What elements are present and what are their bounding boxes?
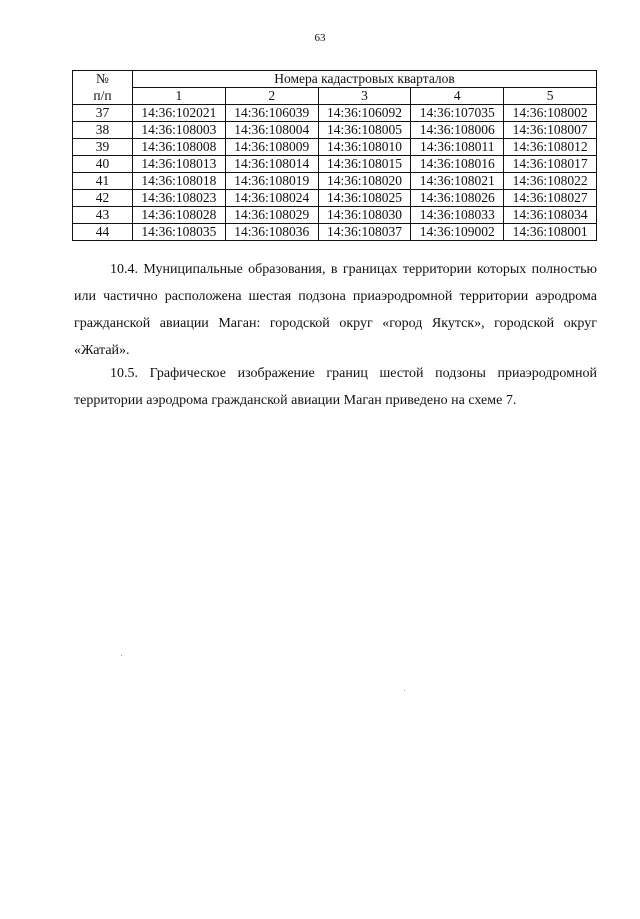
cadastral-quarter-cell: 14:36:108034 [504,207,597,224]
cadastral-quarter-cell: 14:36:107035 [411,105,504,122]
paragraph-10-5: 10.5. Графическое изображение границ шестой подзоны приаэродромной территории аэродрома гражданской авиации Маган приведено на схеме 7. [74,366,597,408]
table-row [73,139,597,156]
row-number: 40 [73,156,133,173]
cadastral-quarter-cell: 14:36:108016 [411,156,504,173]
table-row [73,156,597,173]
header-group: Номера кадастровых кварталов [133,71,597,88]
cadastral-quarter-cell: 14:36:106039 [225,105,318,122]
page-number: 63 [314,32,326,44]
header-num-top: № [73,71,133,88]
cadastral-quarter-cell: 14:36:106092 [318,105,411,122]
cadastral-quarter-cell: 14:36:108021 [411,173,504,190]
cadastral-quarter-cell: 14:36:108008 [133,139,226,156]
cadastral-quarter-cell: 14:36:108005 [318,122,411,139]
cadastral-quarter-cell: 14:36:108006 [411,122,504,139]
cadastral-quarter-cell: 14:36:108024 [225,190,318,207]
row-number: 38 [73,122,133,139]
cadastral-quarter-cell: 14:36:108033 [411,207,504,224]
cadastral-quarter-cell: 14:36:108009 [225,139,318,156]
scan-speck [404,690,405,691]
cadastral-quarter-cell: 14:36:108012 [504,139,597,156]
cadastral-quarter-cell: 14:36:108035 [133,224,226,241]
cadastral-quarter-cell: 14:36:108018 [133,173,226,190]
cadastral-quarter-cell: 14:36:108022 [504,173,597,190]
cadastral-quarter-cell: 14:36:108037 [318,224,411,241]
cadastral-quarter-cell: 14:36:108028 [133,207,226,224]
cadastral-quarter-cell: 14:36:108029 [225,207,318,224]
cadastral-quarter-cell: 14:36:108001 [504,224,597,241]
header-col-1: 1 [133,88,226,105]
paragraph-10-4: 10.4. Муниципальные образования, в границах территории которых полностью или частично расположена шестая подзона приаэродромной территории аэродрома гражданской авиации Маган: городской округ «город Якутск», городской округ «Жатай». [74,262,597,358]
header-col-2: 2 [225,88,318,105]
cadastral-quarter-cell: 14:36:108036 [225,224,318,241]
table-row [73,105,597,122]
cadastral-quarter-cell: 14:36:108011 [411,139,504,156]
row-number: 42 [73,190,133,207]
cadastral-quarter-cell: 14:36:108017 [504,156,597,173]
table-row [73,173,597,190]
cadastral-quarter-cell: 14:36:108003 [133,122,226,139]
row-number: 44 [73,224,133,241]
cadastral-quarter-cell: 14:36:108014 [225,156,318,173]
cadastral-quarter-cell: 14:36:108010 [318,139,411,156]
row-number: 43 [73,207,133,224]
row-number: 37 [73,105,133,122]
header-col-4: 4 [411,88,504,105]
cadastral-quarter-cell: 14:36:108004 [225,122,318,139]
cadastral-quarter-cell: 14:36:108025 [318,190,411,207]
cadastral-quarter-cell: 14:36:108015 [318,156,411,173]
cadastral-quarter-cell: 14:36:108019 [225,173,318,190]
cadastral-quarter-cell: 14:36:108020 [318,173,411,190]
table-row [73,122,597,139]
cadastral-quarter-cell: 14:36:102021 [133,105,226,122]
row-number: 39 [73,139,133,156]
table-row [73,190,597,207]
cadastral-quarter-cell: 14:36:108030 [318,207,411,224]
header-col-5: 5 [504,88,597,105]
header-col-3: 3 [318,88,411,105]
row-number: 41 [73,173,133,190]
cadastral-quarter-cell: 14:36:108007 [504,122,597,139]
cadastral-quarters-table [72,70,597,241]
cadastral-quarter-cell: 14:36:108002 [504,105,597,122]
table-row [73,224,597,241]
scan-speck [121,655,122,656]
cadastral-quarter-cell: 14:36:108023 [133,190,226,207]
header-num-bottom: п/п [73,88,133,105]
cadastral-quarter-cell: 14:36:108026 [411,190,504,207]
cadastral-quarter-cell: 14:36:108013 [133,156,226,173]
cadastral-quarter-cell: 14:36:108027 [504,190,597,207]
cadastral-quarter-cell: 14:36:109002 [411,224,504,241]
table-row [73,207,597,224]
